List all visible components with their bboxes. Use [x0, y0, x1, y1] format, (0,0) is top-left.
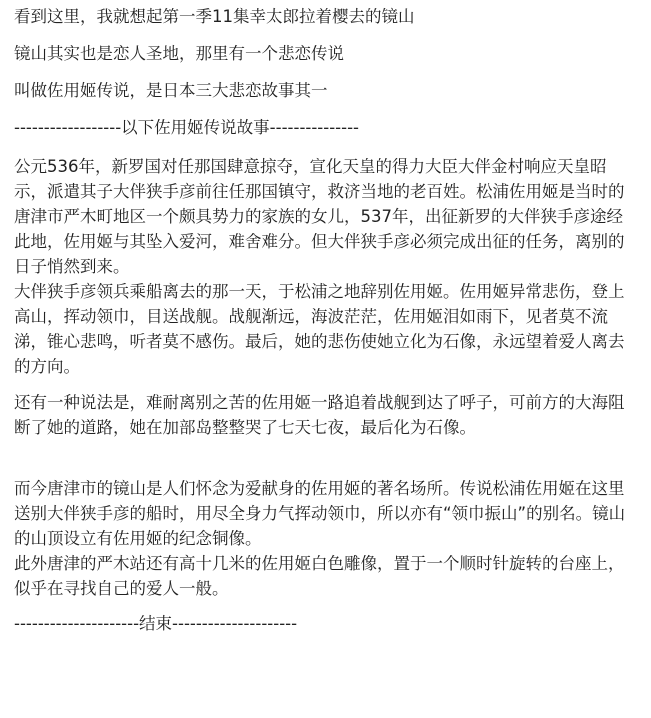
intro-line-3: 叫做佐用姬传说，是日本三大悲恋故事其一 — [14, 81, 328, 100]
story-start-separator: ------------------以下佐用姬传说故事--------------- — [14, 118, 359, 137]
story-paragraph-origin: 公元536年，新罗国对任那国肆意掠夺，宣化天皇的得力大臣大伴金村响应天皇昭示，派遣其子大伴狭手彦前往任那国镇守，救济当地的老百姓。松浦佐用姬是当时的唐津市严木町地区一个颇具势力的家族的女儿，537年，出征新罗的大伴狭手彦途经此地，佐用姬与其坠入爱河，难舍难分。但大伴狭手彦必须完成出征的任务，离别的日子悄然到来。 — [14, 157, 625, 276]
story-paragraph-farewell: 大伴狭手彦领兵乘船离去的那一天，于松浦之地辞别佐用姬。佐用姬异常悲伤，登上高山，挥动领巾，目送战舰。战舰渐远，海波茫茫，佐用姬泪如雨下，见者莫不流涕，锥心悲鸣，听者莫不感伤。最后，她的悲伤使她立化为石像，永远望着爱人离去的方向。 — [14, 282, 625, 376]
intro-line-2: 镜山其实也是恋人圣地，那里有一个悲恋传说 — [14, 44, 344, 63]
present-paragraph-statue: 此外唐津的严木站还有高十几米的佐用姬白色雕像，置于一个顺时针旋转的台座上，似乎在寻找自己的爱人一般。 — [14, 554, 625, 598]
story-paragraph-alternate: 还有一种说法是，难耐离别之苦的佐用姬一路追着战舰到达了呼子，可前方的大海阻断了她的道路，她在加部岛整整哭了七天七夜，最后化为石像。 — [14, 393, 625, 437]
intro-line-1: 看到这里，我就想起第一季11集幸太郎拉着樱去的镜山 — [14, 7, 415, 26]
story-end-separator: ---------------------结束--------------------- — [14, 614, 298, 633]
present-paragraph-kagamiyama: 而今唐津市的镜山是人们怀念为爱献身的佐用姬的著名场所。传说松浦佐用姬在这里送别大伴狭手彦的船时，用尽全身力气挥动领巾，所以亦有“领巾振山”的别名。镜山的山顶设立有佐用姬的纪念铜像。 — [14, 479, 626, 548]
